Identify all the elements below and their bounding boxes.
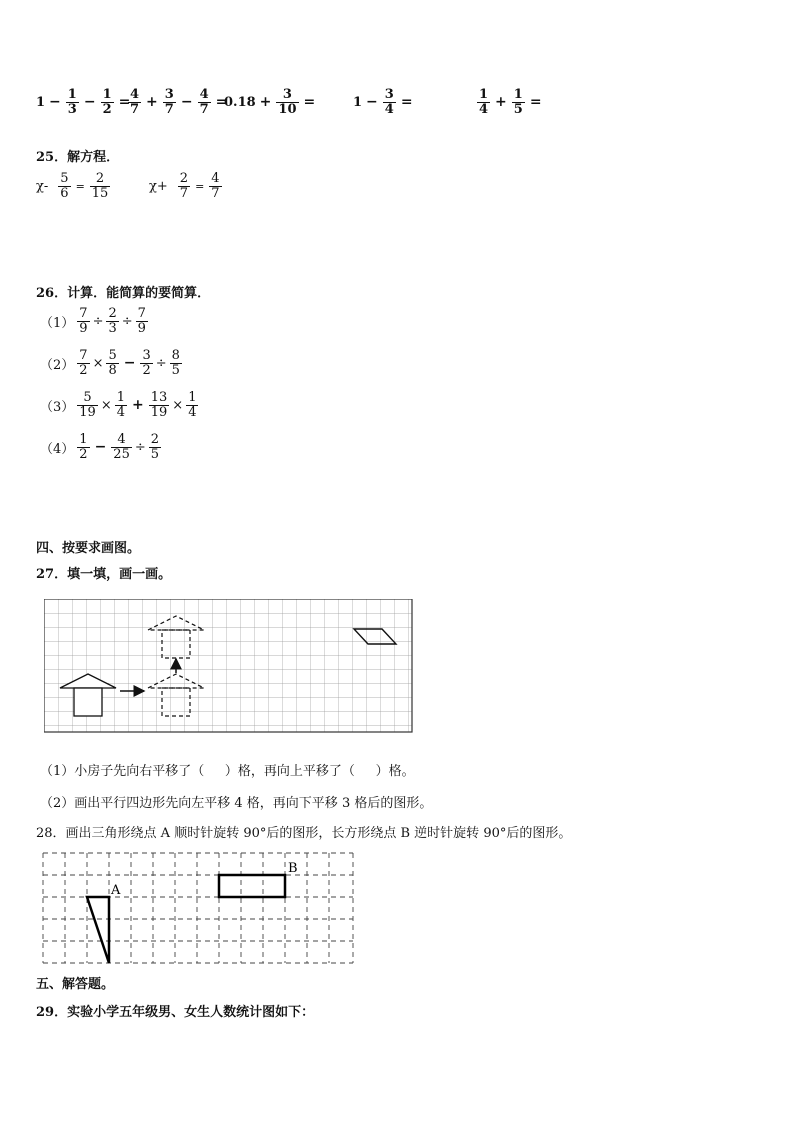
fraction: $\frac{1}{2}$ [102, 87, 112, 117]
fraction: $\frac{7}{2}$ [79, 348, 88, 378]
section-5-heading: 五、解答题。 [36, 977, 115, 992]
fraction: $\frac{5}{6}$ [60, 171, 69, 201]
fraction: $\frac{1}{3}$ [67, 87, 77, 117]
fraction: $\frac{2}{3}$ [108, 306, 117, 336]
equation-1: χ- $\frac{5}{6}$ = $\frac{2}{15}$ [36, 171, 109, 201]
fraction: $\frac{5}{19}$ [79, 390, 96, 420]
fraction: $\frac{4}{7}$ [211, 171, 220, 201]
fraction: $\frac{1}{4}$ [188, 390, 197, 420]
fraction: $\frac{2}{7}$ [179, 171, 189, 201]
fraction: $\frac{4}{25}$ [113, 432, 130, 462]
fraction: $\frac{1}{2}$ [79, 432, 88, 462]
fraction: $\frac{7}{9}$ [79, 306, 88, 336]
triangle [87, 897, 109, 963]
fraction: $\frac{4}{7}$ [199, 87, 209, 117]
fraction: $\frac{5}{8}$ [108, 348, 117, 378]
q26-item-3: （3） $\frac{5}{19}$ × $\frac{1}{4}$ + $\frac{13}{19}$ × $\frac{1}{4}$ [40, 390, 197, 420]
expr-2: $\frac{4}{7}$ + $\frac{3}{7}$ − $\frac{4}{7}$ = [130, 87, 228, 117]
expr-3: 0.18 + $\frac{3}{10}$ = [224, 87, 316, 117]
fraction: $\frac{2}{5}$ [150, 432, 160, 462]
fraction: $\frac{2}{15}$ [91, 171, 109, 201]
rectangle [219, 875, 285, 897]
expr-1: 1 − $\frac{1}{3}$ − $\frac{1}{2}$ = [36, 87, 131, 117]
point-a-label: A [111, 883, 121, 898]
q28-grid-figure [42, 852, 356, 966]
q29-title: 29．实验小学五年级男、女生人数统计图如下： [36, 1005, 315, 1020]
q27-sub-1: （1）小房子先向右平移了（ ）格，再向上平移了（ ）格。 [40, 764, 415, 779]
q27-grid-figure [44, 599, 414, 734]
equation-2: χ+ $\frac{2}{7}$ = $\frac{4}{7}$ [149, 171, 220, 201]
fraction: $\frac{3}{4}$ [384, 87, 394, 117]
fraction: $\frac{1}{4}$ [116, 390, 126, 420]
fraction: $\frac{4}{7}$ [130, 87, 140, 117]
fraction: $\frac{3}{2}$ [142, 348, 151, 378]
fraction: $\frac{1}{4}$ [479, 87, 489, 117]
q26-title: 26．计算．能简算的要简算． [36, 286, 211, 301]
expr-5: $\frac{1}{4}$ + $\frac{1}{5}$ = [479, 87, 542, 117]
q28-title: 28．画出三角形绕点 A 顺时针旋转 90°后的图形，长方形绕点 B 逆时针旋转 90°后的图形。 [36, 826, 572, 841]
fraction: $\frac{7}{9}$ [137, 306, 146, 336]
q27-sub-2: （2）画出平行四边形先向左平移 4 格，再向下平移 3 格后的图形。 [40, 796, 433, 811]
point-b-label: B [288, 861, 298, 876]
fraction: $\frac{13}{19}$ [150, 390, 168, 420]
expr-4: 1 − $\frac{3}{4}$ = [353, 87, 413, 117]
q27-title: 27．填一填，画一画。 [36, 567, 172, 582]
section-4-heading: 四、按要求画图。 [36, 541, 141, 556]
q26-item-1: （1） $\frac{7}{9}$ ÷ $\frac{2}{3}$ ÷ $\frac{7}{9}$ [40, 306, 146, 336]
fraction: $\frac{8}{5}$ [171, 348, 180, 378]
fraction: $\frac{3}{7}$ [164, 87, 174, 117]
q26-item-2: （2） $\frac{7}{2}$ × $\frac{5}{8}$ − $\frac{3}{2}$ ÷ $\frac{8}{5}$ [40, 348, 180, 378]
fraction: $\frac{1}{5}$ [513, 87, 523, 117]
fraction: $\frac{3}{10}$ [278, 87, 297, 117]
q25-title: 25．解方程． [36, 150, 120, 165]
q26-item-4: （4） $\frac{1}{2}$ − $\frac{4}{25}$ ÷ $\frac{2}{5}$ [40, 432, 160, 462]
